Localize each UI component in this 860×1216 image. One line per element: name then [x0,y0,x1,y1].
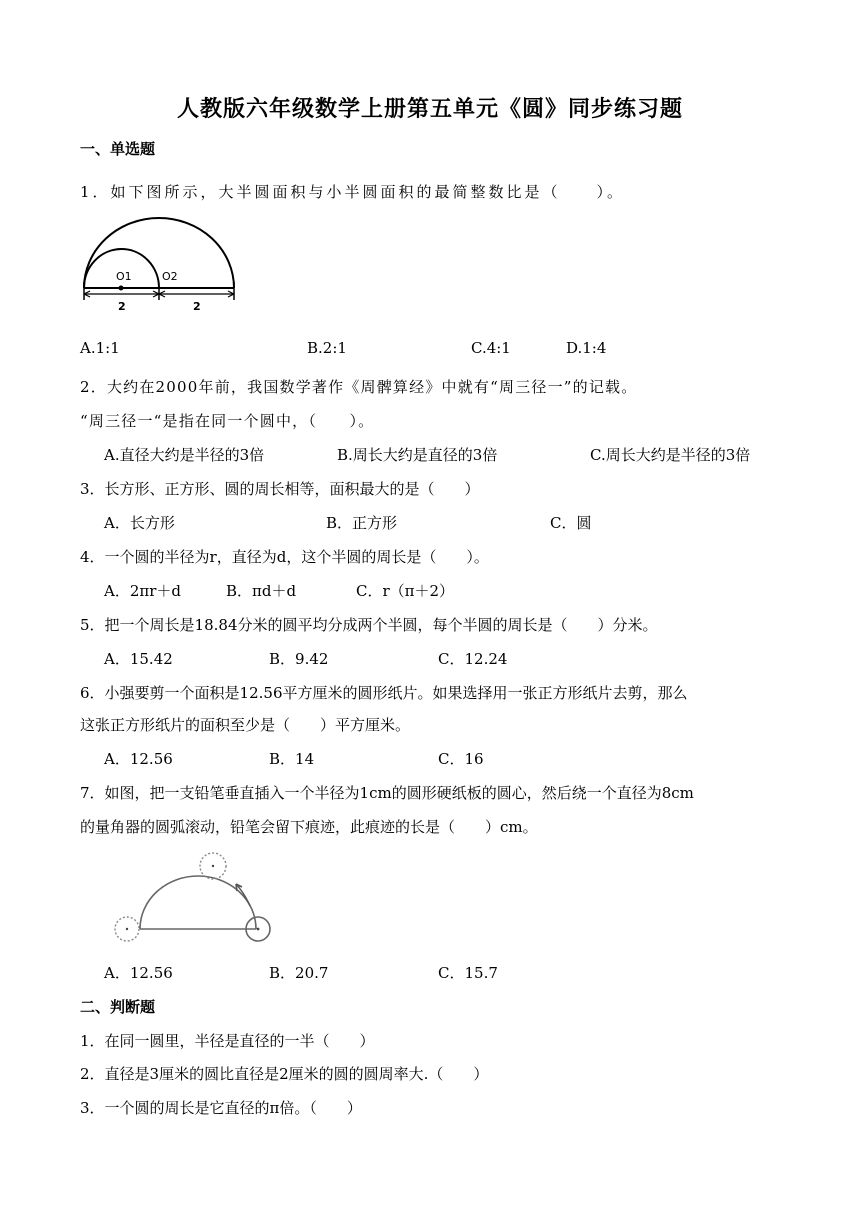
q6-option-a[interactable]: A．12.56 [104,750,173,768]
tf-question-1: 1．在同一圆里，半径是直径的一半（ ） [80,1032,375,1050]
o2-label: O2 [162,270,178,283]
q3-option-a[interactable]: A．长方形 [104,514,175,532]
q3-option-c[interactable]: C．圆 [550,514,592,532]
question-2-line-2: “周三径一“是指在同一个圆中，（ ）。 [80,412,375,430]
q7-option-c[interactable]: C．15.7 [438,964,498,982]
q6-option-b[interactable]: B．14 [269,750,315,768]
left-length-label: 2 [118,300,126,313]
page-title: 人教版六年级数学上册第五单元《圆》同步练习题 [176,96,683,122]
tf-question-3: 3．一个圆的周长是它直径的π倍。（ ） [80,1099,362,1117]
question-7-line-2: 的量角器的圆弧滚动，铅笔会留下痕迹，此痕迹的长是（ ）cm。 [80,818,538,836]
q5-option-a[interactable]: A．15.42 [104,650,173,668]
right-length-label: 2 [193,300,201,313]
q2-option-a[interactable]: A.直径大约是半径的3倍 [104,446,265,464]
q4-option-a[interactable]: A．2πr＋d [104,582,182,600]
question-2-line-1: 2．大约在2000年前，我国数学著作《周髀算经》中就有“周三径一”的记载。 [80,378,638,396]
question-1-text: 1．如下图所示，大半圆面积与小半圆面积的最简整数比是（ ）。 [80,183,626,201]
q4-option-c[interactable]: C．r（π＋2） [356,582,455,600]
o1-label: O1 [116,270,132,283]
section-true-false: 二、判断题 [80,998,156,1016]
q3-option-b[interactable]: B．正方形 [326,514,398,532]
q4-option-b[interactable]: B．πd＋d [226,582,297,600]
q2-option-b[interactable]: B.周长大约是直径的3倍 [337,446,498,464]
tf-question-2: 2．直径是3厘米的圆比直径是2厘米的圆的圆周率大.（ ） [80,1065,489,1083]
q5-option-b[interactable]: B．9.42 [269,650,329,668]
section-single-choice: 一、单选题 [80,140,156,158]
q6-option-c[interactable]: C．16 [438,750,484,768]
question-7-line-1: 7．如图，把一支铅笔垂直插入一个半径为1cm的圆形硬纸板的圆心，然后绕一个直径为8cm [80,784,694,802]
q7-option-b[interactable]: B．20.7 [269,964,329,982]
question-6-line-1: 6．小强要剪一个面积是12.56平方厘米的圆形纸片。如果选择用一张正方形纸片去剪，那么 [80,684,688,702]
question-1-figure [78,218,248,318]
q1-option-c[interactable]: C.4:1 [471,339,511,357]
q2-option-c[interactable]: C.周长大约是半径的3倍 [590,446,751,464]
q5-option-c[interactable]: C．12.24 [438,650,508,668]
q1-option-d[interactable]: D.1:4 [566,339,607,357]
q1-option-b[interactable]: B.2:1 [307,339,347,357]
question-5-text: 5．把一个周长是18.84分米的圆平均分成两个半圆，每个半圆的周长是（ ）分米。 [80,616,658,634]
question-7-figure [108,850,278,950]
question-6-line-2: 这张正方形纸片的面积至少是（ ）平方厘米。 [80,716,411,734]
question-4-text: 4．一个圆的半径为r，直径为d，这个半圆的周长是（ ）。 [80,548,489,566]
question-3-text: 3．长方形、正方形、圆的周长相等，面积最大的是（ ） [80,480,480,498]
q1-option-a[interactable]: A.1:1 [80,339,120,357]
q7-option-a[interactable]: A．12.56 [104,964,173,982]
